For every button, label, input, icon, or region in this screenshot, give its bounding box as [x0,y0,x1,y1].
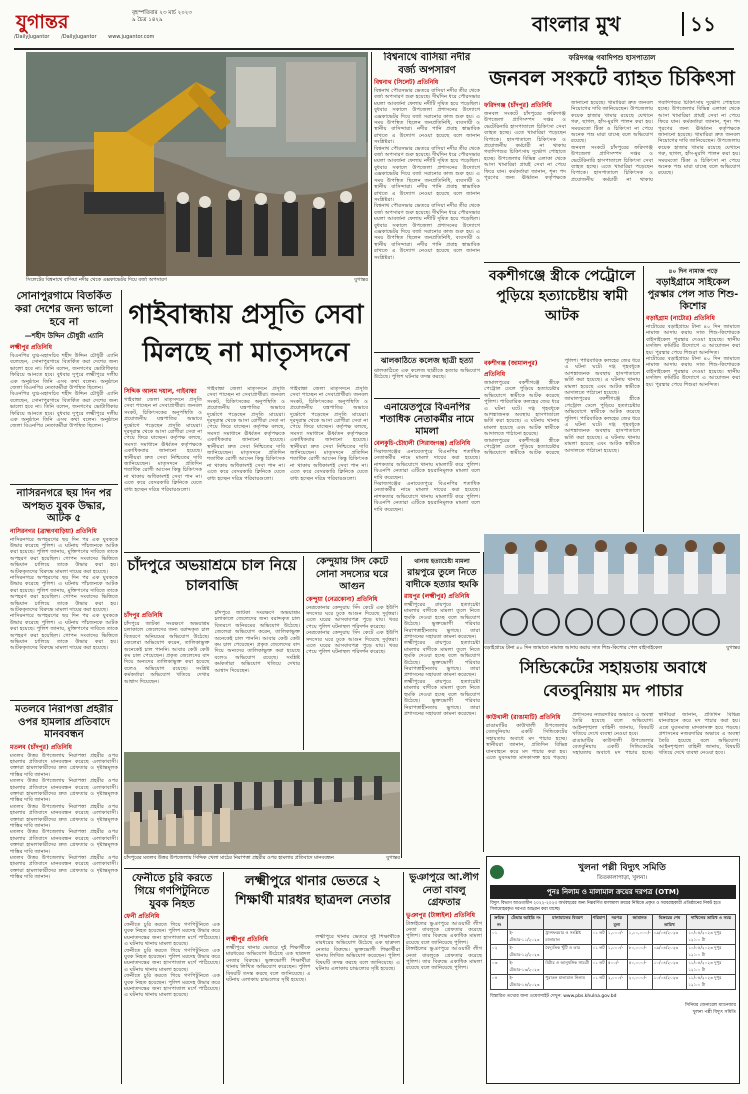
table-header: ক্রমিক নং [491,915,508,930]
human-chain-photo [124,752,400,854]
story-matlab [10,704,118,1084]
table-cell: ই-টেন্ডার-১২/২০২৩ [508,945,544,960]
body-continued: লক্ষ্মীপুরে থানার ভেতরে দুই শিক্ষার্থীকে মারধরের অভিযোগ উঠেছে এক ছাত্রদল নেতার বিরুদ্ধে। ভুক্তভোগী শিক্ষার্থীরা থানায় লিখিত অভিযোগ করেছেন। পুলিশ বিষয়টি তদন্ত করছে বলে জানিয়েছে। এ ঘটনায় এলাকায় চাঞ্চল্যের সৃষ্টি হয়েছে। [315,934,400,973]
headline: নাসিরনগরে ছয় দিন পর অপহৃত যুবক উদ্ধার, আটক ৫ [16,488,112,524]
body: লক্ষ্মীপুরে থানার ভেতরে দুই শিক্ষার্থীকে মারধরের অভিযোগ উঠেছে এক ছাত্রদল নেতার বিরুদ্ধে। ভুক্তভোগী শিক্ষার্থীরা থানায় লিখিত অভিযোগ করেছেন। পুলিশ বিষয়টি তদন্ত করছে বলে জানিয়েছে। এ ঘটনায় এলাকায় চাঞ্চল্যের সৃষ্টি হয়েছে। [226,945,311,984]
divider [10,700,118,701]
column-rule [483,552,484,852]
body-continued: টাঙ্গাইলের ভুঞাপুরে আওয়ামী লীগ নেতা বাবলুকে গ্রেফতার করেছে পুলিশ। তার বিরুদ্ধে একাধিক মামলা রয়েছে বলে জানিয়েছে পুলিশ। [406,946,482,972]
table-cell: ই-টেন্ডার-১৩/২০২৩ [508,960,544,975]
divider [374,352,480,353]
column-rule [121,290,122,1084]
story-chandpur-body [124,610,300,750]
website-link[interactable]: www.jugantor.com [108,34,155,40]
body-continued: নাটোরের বড়াইগ্রামে টানা ৪০ দিন জামাতে নামাজ আদায় করায় সাত শিশু-কিশোরকে বাইসাইকেল পুরস্কার দেওয়া হয়েছে। স্থানীয় মসজিদ কমিটির উদ্যোগে এ আয়োজন করা হয়। পুরস্কার পেয়ে শিশুরা আনন্দিত। [646,356,740,388]
body: ফেনীতে চুরি করতে গিয়ে গণপিটুনিতে এক যুবক নিহত হয়েছেন। পুলিশ মরদেহ উদ্ধার করে ময়নাতদন্তের জন্য হাসপাতাল মর্গে পাঠিয়েছে। এ ঘটনায় থানায় মামলা হয়েছে। [124,922,220,948]
table-cell: ০৯/০৪/২০২৩ [652,945,687,960]
headline: কেন্দুয়ায় সিঁদ কেটে সোনা সদস্যের ঘরে আগুন [315,556,389,592]
byline: লক্ষ্মীপুর প্রতিনিধি [10,344,52,351]
ad-address: তিতকালাপাড়া, খুলনা। [597,875,647,881]
byline: রায়পুর (লক্ষ্মীপুর) প্রতিনিধি [404,593,470,600]
body-continued: নেত্রকোনার কেন্দুয়ায় সিঁদ কেটে এক ইউপি সদস্যের ঘরে ঢুকে আগুন দিয়েছে দুর্বৃত্তরা। এতে ঘরের আসবাবপত্র পুড়ে যায়। খবর পেয়ে পুলিশ ঘটনাস্থল পরিদর্শন করেছে। [306,630,398,656]
body-continued-2: বিশ্বনাথ পৌরসভার ভেতরে বাসিয়া নদীর তীর থেকে বর্জ্য অপসারণ শুরু হয়েছে। দীর্ঘদিন ধরে পৌরসভার ময়লা আবর্জনা ফেলায় নদীটি দূষিত হয়ে পড়েছিল। বুধবার সকালে উপজেলা প্রশাসনের উদ্যোগে এক্সকাভেটর দিয়ে বর্জ্য সরানোর কাজ শুরু হয়। এ সময় উপস্থিত ছিলেন জনপ্রতিনিধি, ব্যবসায়ী ও স্থানীয় বাসিন্দারা। নদীর পানি প্রবাহ স্বাভাবিক রাখতে এ উদ্যোগ নেওয়া হয়েছে বলে জানান সংশ্লিষ্টরা। [374,203,480,261]
byline: মতলব (চাঁদপুর) প্রতিনিধি [10,743,72,751]
story-raipur [404,556,480,858]
byline: চাঁদপুর প্রতিনিধি [124,612,163,619]
table-cell: ১১/০৪/২০২৩ দুপুর ১২:০০ টা [687,975,736,990]
social-links [14,34,154,40]
section-title: বাংলার মুখ [532,12,621,36]
tender-advertisement [486,856,740,1084]
divider [374,398,480,399]
divider [484,262,740,263]
body: বিশ্বনাথ পৌরসভার ভেতরে বাসিয়া নদীর তীর থেকে বর্জ্য অপসারণ শুরু হয়েছে। দীর্ঘদিন ধরে পৌরসভার ময়লা আবর্জনা ফেলায় নদীটি দূষিত হয়ে পড়েছিল। বুধবার সকালে উপজেলা প্রশাসনের উদ্যোগে এক্সকাভেটর দিয়ে বর্জ্য সরানোর কাজ শুরু হয়। এ সময় উপস্থিত ছিলেন জনপ্রতিনিধি, ব্যবসায়ী ও স্থানীয় বাসিন্দারা। নদীর পানি প্রবাহ স্বাভাবিক রাখতে এ উদ্যোগ নেওয়া হয়েছে বলে জানান সংশ্লিষ্টরা। [374,88,480,146]
excavator-photo [26,52,368,276]
column-rule [643,266,644,532]
page-number: ১১ [690,12,716,36]
story-jonobol [484,52,740,98]
table-cell: ১০/০৪/২০২৩ [652,975,687,990]
column-rule [403,872,404,1084]
ad-title: পুনঃ নিলাম ও মালামাল ক্রয়ের দরপত্র (OTM) [490,885,736,899]
kicker: ফরিদগঞ্জ গবাদিপশু হাসপাতাল [568,54,656,62]
body-continued: নাসিরনগরে অপহরণের ছয় দিন পর এক যুবককে উদ্ধার করেছে পুলিশ। এ ঘটনায় পাঁচজনকে আটক করা হয়েছে। পুলিশ জানায়, মুক্তিপণের দাবিতে তাকে অপহরণ করা হয়েছিল। গোপন সংবাদের ভিত্তিতে অভিযান চালিয়ে তাকে উদ্ধার করা হয়। আটককৃতদের বিরুদ্ধে মামলা দায়ের করা হয়েছে। [10,574,118,613]
headline: সিন্ডিকেটের সহায়তায় অবাধে বেতবুনিয়ায় মদ পাচার [519,658,707,700]
headline: রায়পুরে তুলে নিতে বাদীকে হত্যার হুমকি [405,568,479,590]
headline: ভুঞাপুরে আ.লীগ নেতা বাবলু গ্রেফতার [409,872,479,908]
byline: বড়াইগ্রাম (নাটোর) প্রতিনিধি [646,315,715,322]
body: নাসিরনগরে অপহরণের ছয় দিন পর এক যুবককে উদ্ধার করেছে পুলিশ। এ ঘটনায় পাঁচজনকে আটক করা হয়েছে। পুলিশ জানায়, মুক্তিপণের দাবিতে তাকে অপহরণ করা হয়েছিল। গোপন সংবাদের ভিত্তিতে অভিযান চালিয়ে তাকে উদ্ধার করা হয়। আটককৃতদের বিরুদ্ধে মামলা দায়ের করা হয়েছে। [10,536,118,575]
byline: নাসিরনগর (ব্রাহ্মণবাড়িয়া) প্রতিনিধি [10,527,97,535]
headline: বড়াইগ্রামে সাইকেল পুরস্কার পেল সাত শিশু-কিশোর [647,277,739,312]
divider [124,552,480,553]
body: জামালপুরের বকশীগঞ্জে স্ত্রীকে পেট্রোল ঢেলে পুড়িয়ে হত্যাচেষ্টার অভিযোগে স্বামীকে আটক করেছে পুলিশ। পারিবারিক কলহের জের ধরে এ ঘটনা ঘটে। দগ্ধ গৃহবধূকে আশঙ্কাজনক অবস্থায় হাসপাতালে ভর্তি করা হয়েছে। এ ঘটনায় থানায় মামলা হয়েছে এবং আটক স্বামীকে আদালতে পাঠানো হয়েছে। [484,380,560,438]
table-cell: ১০/০৪/২০২৩ দুপুর ১২:০০ টা [687,945,736,960]
table-cell: ০২ [491,945,508,960]
byline: ভুঞাপুর (টাঙ্গাইল) প্রতিনিধি [406,911,475,919]
table-row [491,930,736,945]
story-laxmipur-body [226,934,400,1084]
date-line: বৃহস্পতিবার ২৩ মার্চ ২০২৩ ৯ চৈত্র ১৪২৯ [132,10,192,23]
body: সিরাজগঞ্জের এনায়েতপুরে বিএনপির শতাধিক নেতাকর্মীর নামে মামলা দায়ের করা হয়েছে। নাশকতার অভিযোগে থানায় মামলাটি করে পুলিশ। বিএনপি নেতারা এটিকে হয়রানিমূলক মামলা বলে দাবি করেছেন। [374,449,480,481]
table-header: টেন্ডার আইডি নং [508,915,544,930]
body: মতলব উত্তর উপজেলায় নিরাপত্তা প্রহরীর ওপর হামলার প্রতিবাদে মানববন্ধন করেছে এলাকাবাসী। বক্তারা হামলাকারীদের দ্রুত গ্রেফতার ও দৃষ্টান্তমূলক শাস্তির দাবি জানান। [10,752,118,778]
body-continued-2: নাসিরনগরে অপহরণের ছয় দিন পর এক যুবককে উদ্ধার করেছে পুলিশ। এ ঘটনায় পাঁচজনকে আটক করা হয়েছে। পুলিশ জানায়, মুক্তিপণের দাবিতে তাকে অপহরণ করা হয়েছিল। গোপন সংবাদের ভিত্তিতে অভিযান চালিয়ে তাকে উদ্ধার করা হয়। আটককৃতদের বিরুদ্ধে মামলা দায়ের করা হয়েছে। [10,613,118,652]
table-cell: ২০,০০০/- [627,975,652,990]
story-bakshiganj [484,266,640,356]
table-header: জামানত [627,915,652,930]
newspaper-logo: যুগান্তর [16,11,69,33]
story-chandpur [124,556,300,608]
body: নাটোরের বড়াইগ্রামে টানা ৪০ দিন জামাতে নামাজ আদায় করায় সাত শিশু-কিশোরকে বাইসাইকেল পুরস্কার দেওয়া হয়েছে। স্থানীয় মসজিদ কমিটির উদ্যোগে এ আয়োজন করা হয়। পুরস্কার পেয়ে শিশুরা আনন্দিত। [646,324,740,356]
byline: কাউখালী (রাঙামাটি) প্রতিনিধি [486,714,561,721]
ad-signer-org: খুলনা পল্লী বিদ্যুৎ সমিতি [692,1010,736,1015]
ad-logo-icon [490,865,504,879]
body: রাঙামাটির কাউখালী উপজেলার বেতবুনিয়ায় একটি সিন্ডিকেটের সহায়তায় অবাধে মদ পাচার হচ্ছে। স্থানীয়রা জানান, প্রতিদিন বিভিন্ন যানবাহনে করে মদ পাচার করা হয়। এতে যুবসমাজ মাদকাসক্ত হয়ে পড়ছে। প্রশাসনের নজরদারির অভাবে এ অবস্থা তৈরি হয়েছে বলে অভিযোগ। আইনশৃঙ্খলা বাহিনী জানায়, বিষয়টি খতিয়ে দেখে ব্যবস্থা নেওয়া হবে। [486,712,654,762]
body-continued-2: ফেনীতে চুরি করতে গিয়ে গণপিটুনিতে এক যুবক নিহত হয়েছেন। পুলিশ মরদেহ উদ্ধার করে ময়নাতদন্তের জন্য হাসপাতাল মর্গে পাঠিয়েছে। এ ঘটনায় থানায় মামলা হয়েছে। [124,973,220,999]
byline: কেন্দুয়া (নেত্রকোনা) প্রতিনিধি [306,595,378,603]
table-row [491,945,736,960]
kicker: ৪০ দিন নামাজ পড়ে [668,268,718,275]
table-cell: ০১ [491,930,508,945]
body-continued: মতলব উত্তর উপজেলায় নিরাপত্তা প্রহরীর ওপর হামলার প্রতিবাদে মানববন্ধন করেছে এলাকাবাসী। বক্তারা হামলাকারীদের দ্রুত গ্রেফতার ও দৃষ্টান্তমূলক শাস্তির দাবি জানান। [10,778,118,804]
table-header: দাখিলের তারিখ ও সময় [687,915,736,930]
table-cell: ই-টেন্ডার-১১/২০২৩ [508,930,544,945]
table-cell: ১,০০,০০০/- [627,930,652,945]
masthead [14,6,734,48]
body-continued-2: লক্ষ্মীপুরের রায়পুরে হত্যাচেষ্টা মামলার বাদীকে মামলা তুলে নিতে হুমকি দেওয়া হচ্ছে বলে অভিযোগ উঠেছে। ভুক্তভোগী পরিবার নিরাপত্তাহীনতায় ভুগছে। তারা প্রশাসনের সহায়তা কামনা করেছেন। [404,678,480,717]
byline: সিদ্দিক আলম দয়াল, গাইবান্ধা [124,388,197,395]
body-continued: চাঁদপুরে জাটকা সংরক্ষণে অভয়াশ্রম চলাকালে জেলেদের জন্য বরাদ্দকৃত চাল বিতরণে অনিয়মের অভিযোগ উঠেছে। জেলেরা অভিযোগ করেন, তালিকাভুক্ত অনেকেই চাল পাননি। আবার কেউ কেউ কম চাল পেয়েছেন। প্রকৃত জেলেদের বাদ দিয়ে অন্যদের তালিকাভুক্ত করা হয়েছে বলেও অভিযোগ রয়েছে। সংশ্লিষ্ট কর্মকর্তারা অভিযোগ খতিয়ে দেখার আশ্বাস দিয়েছেন। [214,610,300,674]
body: ঝালকাঠিতে এক কলেজ ছাত্রীকে হত্যার অভিযোগ উঠেছে। পুলিশ ঘটনার তদন্ত করছে। [374,368,480,381]
table-row [491,960,736,975]
body: নেত্রকোনার কেন্দুয়ায় সিঁদ কেটে এক ইউপি সদস্যের ঘরে ঢুকে আগুন দিয়েছে দুর্বৃত্তরা। এতে ঘরের আসবাবপত্র পুড়ে যায়। খবর পেয়ে পুলিশ ঘটনাস্থল পরিদর্শন করেছে। [306,604,398,630]
divider [10,484,118,485]
body: গাইবান্ধা জেলা মাতৃসদনে প্রসূতি সেবা পাচ্ছেন না সেবাপ্রার্থীরা। জনবল সংকট, চিকিৎসকের অনুপস্থিতি ও প্রয়োজনীয় যন্ত্রপাতির অভাবে দুর্ভোগে পড়েছেন প্রসূতি মায়েরা। দূরদূরান্ত থেকে আসা রোগীরা সেবা না পেয়ে ফিরে যাচ্ছেন। কর্তৃপক্ষ বলছে, সমস্যা সমাধানে ঊর্ধ্বতন কর্তৃপক্ষকে একাধিকবার জানানো হয়েছে। স্থানীয়রা দ্রুত সেবা নিশ্চিতের দাবি জানিয়েছেন। মাতৃসদনে প্রতিদিন শতাধিক রোগী আসেন কিন্তু চিকিৎসক না থাকায় অধিকাংশই সেবা পান না। এতে করে বেসরকারি ক্লিনিকে যেতে বাধ্য হচ্ছেন দরিদ্র পরিবারগুলো। [124,397,202,493]
body-continued: ফেনীতে চুরি করতে গিয়ে গণপিটুনিতে এক যুবক নিহত হয়েছেন। পুলিশ মরদেহ উদ্ধার করে ময়নাতদন্তের জন্য হাসপাতাল মর্গে পাঠিয়েছে। এ ঘটনায় থানায় মামলা হয়েছে। [124,947,220,973]
story-laxmipur [226,872,400,932]
ad-footer: বিস্তারিত তথ্যের জন্য ওয়েবসাইট দেখুন: www.pbs.khulna.gov.bd [490,994,617,999]
table-cell: ০১ লট [591,930,606,945]
story-nasirnagar [10,488,118,698]
body: বিএনপির যুগ্ম-মহাসচিব শহীদ উদ্দিন চৌধুরী এ্যানি বলেছেন, সোনাপুরগামে বিতর্কিত করা দেশের জন্য ভালো হবে না। তিনি বলেন, জনগণের ভোটাধিকার ফিরিয়ে আনতে হবে। বুধবার দুপুরে লক্ষ্মীপুরে দলীয় এক অনুষ্ঠানে তিনি এসব কথা বলেন। অনুষ্ঠানে জেলা বিএনপির নেতাকর্মীরা উপস্থিত ছিলেন। [10,353,118,392]
body-continued-2: জামালপুরের বকশীগঞ্জে স্ত্রীকে পেট্রোল ঢেলে পুড়িয়ে হত্যাচেষ্টার অভিযোগে স্বামীকে আটক করেছে পুলিশ। পারিবারিক কলহের জের ধরে এ ঘটনা ঘটে। দগ্ধ গৃহবধূকে আশঙ্কাজনক অবস্থায় হাসপাতালে ভর্তি করা হয়েছে। এ ঘটনায় থানায় মামলা হয়েছে এবং আটক স্বামীকে আদালতে পাঠানো হয়েছে। [564,396,640,454]
facebook-link[interactable]: /DailyJugantor [14,34,50,40]
story-kendua [306,556,398,750]
twitter-link[interactable]: /DailyJugantor [61,34,97,40]
table-cell: ১০/০৪/২০২৩ দুপুর ১২:০০ টা [687,930,736,945]
body-continued: জনবল সংকটে চাঁদপুরের ফরিদগঞ্জ উপজেলা প্রাণিসম্পদ দপ্তর ও ভেটেরিনারি হাসপাতালে চিকিৎসা সেবা ব্যাহত হচ্ছে। এতে খামারিরা পড়েছেন বিপাকে। হাসপাতালে চিকিৎসক ও প্রয়োজনীয় কর্মচারী না থাকায় গবাদিপশুর চিকিৎসায় দুর্ভোগ পোহাতে হচ্ছে। উপজেলার বিভিন্ন এলাকা থেকে আসা খামারিরা প্রায়ই সেবা না পেয়ে ফিরে যান। কর্মকর্তারা জানান, শূন্য পদ পূরণের জন্য ঊর্ধ্বতন কর্তৃপক্ষকে জানানো হয়েছে। খামারিরা দ্রুত জনবল নিয়োগের দাবি জানিয়েছেন। উপজেলায় কয়েক হাজার খামার রয়েছে যেখানে গরু, ছাগল, হাঁস-মুরগি পালন করা হয়। সময়মতো টিকা ও চিকিৎসা না পেয়ে অনেক পশু মারা যাচ্ছে বলে অভিযোগ রয়েছে। [571,100,740,183]
headline: সোনাপুরগামে বিতর্কিত করা দেশের জন্য ভালো হবে না [15,290,113,328]
headline: চাঁদপুরে অভয়াশ্রমে চাল নিয়ে চালবাজি [127,558,297,594]
story-syndicate-body [486,712,740,852]
byline: ফেনী প্রতিনিধি [124,913,160,920]
body-continued: সিরাজগঞ্জের এনায়েতপুরে বিএনপির শতাধিক নেতাকর্মীর নামে মামলা দায়ের করা হয়েছে। নাশকতার অভিযোগে থানায় মামলাটি করে পুলিশ। বিএনপি নেতারা এটিকে হয়রানিমূলক মামলা বলে দাবি করেছেন। [374,481,480,513]
table-cell: ০৪ [491,975,508,990]
column-rule [401,556,402,858]
table-cell: ০৩ [491,960,508,975]
table-cell: ১০/০৪/২০২৩ [652,960,687,975]
headline: জনবল সংকটে ব্যাহত চিকিৎসা [489,66,735,90]
table-row [491,975,736,990]
kicker: থানায় হত্যাচেষ্টা মামলা [414,558,470,565]
ad-org: খুলনা পল্লী বিদ্যুৎ সমিতি [578,863,666,873]
table-cell: পুরাতন মালামাল নিলাম [544,975,591,990]
body: চাঁদপুরে জাটকা সংরক্ষণে অভয়াশ্রম চলাকালে জেলেদের জন্য বরাদ্দকৃত চাল বিতরণে অনিয়মের অভিযোগ উঠেছে। জেলেরা অভিযোগ করেন, তালিকাভুক্ত অনেকেই চাল পাননি। আবার কেউ কেউ কম চাল পেয়েছেন। প্রকৃত জেলেদের বাদ দিয়ে অন্যদের তালিকাভুক্ত করা হয়েছে বলেও অভিযোগ রয়েছে। সংশ্লিষ্ট কর্মকর্তারা অভিযোগ খতিয়ে দেখার আশ্বাস দিয়েছেন। [124,621,210,685]
header-rule [14,48,734,50]
quote-author: —শহীদ উদ্দিন চৌধুরী এ্যানি [24,332,104,340]
human-chain-caption: চাঁদপুরের মতলব উত্তর উপজেলায় সিদ্দিক খেলা মাঠের নিরাপত্তা প্রহরীর ওপর হামলার প্রতিবাদে মানববন্ধন যুগান্তর [124,855,400,861]
table-cell: ৮০,০০০/- [627,945,652,960]
table-cell: ২,০০০/- [606,975,627,990]
story-feni [124,872,220,1084]
byline: বকশীগঞ্জ (জামালপুর) প্রতিনিধি [484,360,538,378]
story-bhuapur [406,872,482,1084]
story-bakshiganj-body [484,358,640,532]
table-cell: ৫০০/- [606,960,627,975]
body-continued: গাইবান্ধা জেলা মাতৃসদনে প্রসূতি সেবা পাচ্ছেন না সেবাপ্রার্থীরা। জনবল সংকট, চিকিৎসকের অনুপস্থিতি ও প্রয়োজনীয় যন্ত্রপাতির অভাবে দুর্ভোগে পড়েছেন প্রসূতি মায়েরা। দূরদূরান্ত থেকে আসা রোগীরা সেবা না পেয়ে ফিরে যাচ্ছেন। কর্তৃপক্ষ বলছে, সমস্যা সমাধানে ঊর্ধ্বতন কর্তৃপক্ষকে একাধিকবার জানানো হয়েছে। স্থানীয়রা দ্রুত সেবা নিশ্চিতের দাবি জানিয়েছেন। মাতৃসদনে প্রতিদিন শতাধিক রোগী আসেন কিন্তু চিকিৎসক না থাকায় অধিকাংশই সেবা পান না। এতে করে বেসরকারি ক্লিনিকে যেতে বাধ্য হচ্ছেন দরিদ্র পরিবারগুলো। [207,386,285,482]
body-continued: রাঙামাটির কাউখালী উপজেলার বেতবুনিয়ায় একটি সিন্ডিকেটের সহায়তায় অবাধে মদ পাচার হচ্ছে। স্থানীয়রা জানান, প্রতিদিন বিভিন্ন যানবাহনে করে মদ পাচার করা হয়। এতে যুবসমাজ মাদকাসক্ত হয়ে পড়ছে। প্রশাসনের নজরদারির অভাবে এ অবস্থা তৈরি হয়েছে বলে অভিযোগ। আইনশৃঙ্খলা বাহিনী জানায়, বিষয়টি খতিয়ে দেখে ব্যবস্থা নেওয়া হবে। [572,712,740,757]
story-baraigram [646,266,740,532]
headline: ঝালকাঠিতে কলেজ ছাত্রী হত্যা [380,356,474,365]
story-jhalokathi [374,356,480,396]
table-header: বিক্রয়ের শেষ তারিখ [652,915,687,930]
lead-body [124,386,368,546]
body-continued: লক্ষ্মীপুরের রায়পুরে হত্যাচেষ্টা মামলার বাদীকে মামলা তুলে নিতে হুমকি দেওয়া হচ্ছে বলে অভিযোগ উঠেছে। ভুক্তভোগী পরিবার নিরাপত্তাহীনতায় ভুগছে। তারা প্রশাসনের সহায়তা কামনা করেছেন। [404,640,480,679]
table-cell: ১১/০৪/২০২৩ দুপুর ১২:০০ টা [687,960,736,975]
column-rule [303,556,304,750]
headline: বকশীগঞ্জে স্ত্রীকে পেট্রোলে পুড়িয়ে হত্যাচেষ্টায় স্বামী আটক [488,268,636,324]
story-jonobol-body [484,100,740,260]
column-rule [223,872,224,1084]
headline: বিশ্বনাথে বাসিয়া নদীর বর্জ্য অপসারণ [383,52,471,76]
table-cell: ১,০০০/- [606,930,627,945]
body-continued: বিশ্বনাথ পৌরসভার ভেতরে বাসিয়া নদীর তীর থেকে বর্জ্য অপসারণ শুরু হয়েছে। দীর্ঘদিন ধরে পৌরসভার ময়লা আবর্জনা ফেলায় নদীটি দূষিত হয়ে পড়েছিল। বুধবার সকালে উপজেলা প্রশাসনের উদ্যোগে এক্সকাভেটর দিয়ে বর্জ্য সরানোর কাজ শুরু হয়। এ সময় উপস্থিত ছিলেন জনপ্রতিনিধি, ব্যবসায়ী ও স্থানীয় বাসিন্দারা। নদীর পানি প্রবাহ স্বাভাবিক রাখতে এ উদ্যোগ নেওয়া হয়েছে বলে জানান সংশ্লিষ্টরা। [374,145,480,203]
body: লক্ষ্মীপুরের রায়পুরে হত্যাচেষ্টা মামলার বাদীকে মামলা তুলে নিতে হুমকি দেওয়া হচ্ছে বলে অভিযোগ উঠেছে। ভুক্তভোগী পরিবার নিরাপত্তাহীনতায় ভুগছে। তারা প্রশাসনের সহায়তা কামনা করেছেন। [404,602,480,641]
divider [124,868,480,869]
byline: বেলকুচি-চৌহালী (সিরাজগঞ্জ) প্রতিনিধি [374,440,471,447]
excavator-photo-caption: সিলেটের বিশ্বনাথে বাসিয়া নদীর থেকে এক্সকাভেটর দিয়ে বর্জ্য অপসারণ যুগান্তর [26,277,368,283]
body-continued-4: মতলব উত্তর উপজেলায় নিরাপত্তা প্রহরীর ওপর হামলার প্রতিবাদে মানববন্ধন করেছে এলাকাবাসী। বক্তারা হামলাকারীদের দ্রুত গ্রেফতার ও দৃষ্টান্তমূলক শাস্তির দাবি জানান। [10,855,118,881]
table-cell: বৈদ্যুতিক খুঁটি ও তার [544,945,591,960]
lead-headline: গাইবান্ধায় প্রসূতি সেবা মিলছে না মাতৃসদনে [128,300,364,368]
headline: মতলবে নিরাপত্তা প্রহরীর ওপর হামলার প্রতিবাদে মানববন্ধন [15,704,113,740]
table-cell: ০১ লট [591,960,606,975]
table-cell: ০১ লট [591,945,606,960]
table-cell: ১,০০০/- [606,945,627,960]
ad-intro: বিদ্যুৎ বিভাগ আওতাধীন ২০২২-২০২৩ অর্থবছরের জন্য নিম্নবর্ণিত মালামাল ক্রয়ের নিমিত্তে প্রকৃত ও সরবরাহকারী প্রতিষ্ঠানের নিকট হতে সিলমোহরকৃত দরপত্র আহ্বান করা যাচ্ছে। [490,901,721,912]
body-continued-2: মতলব উত্তর উপজেলায় নিরাপত্তা প্রহরীর ওপর হামলার প্রতিবাদে মানববন্ধন করেছে এলাকাবাসী। বক্তারা হামলাকারীদের দ্রুত গ্রেফতার ও দৃষ্টান্তমূলক শাস্তির দাবি জানান। [10,803,118,829]
body-continued: জামালপুরের বকশীগঞ্জে স্ত্রীকে পেট্রোল ঢেলে পুড়িয়ে হত্যাচেষ্টার অভিযোগে স্বামীকে আটক করেছে পুলিশ। পারিবারিক কলহের জের ধরে এ ঘটনা ঘটে। দগ্ধ গৃহবধূকে আশঙ্কাজনক অবস্থায় হাসপাতালে ভর্তি করা হয়েছে। এ ঘটনায় থানায় মামলা হয়েছে এবং আটক স্বামীকে আদালতে পাঠানো হয়েছে। [484,358,640,457]
story-sonargaon [10,290,118,480]
table-cell: ই-টেন্ডার-১৪/২০২৩ [508,975,544,990]
table-header: মালামালের বিবরণ [544,915,591,930]
headline: ফেনীতে চুরি করতে গিয়ে গণপিটুনিতে যুবক নিহত [131,872,213,910]
bicycle-photo-caption: বড়াইগ্রামে টানা ৪০ দিন জামাতে নামাজ আদায় করায় সাত শিশু-কিশোর পেল বাইসাইকেল যুগান্তর [484,645,740,651]
table-cell: ৫০,০০০/- [627,960,652,975]
story-bishwanath [374,52,480,352]
story-syndicate [486,656,740,710]
section-divider [682,12,684,36]
table-cell: ট্রান্সফরমার ও সংশ্লিষ্ট মালামাল [544,930,591,945]
headline: এনায়েতপুরে বিএনপির শতাধিক নেতাকর্মীর নামে মামলা [380,402,474,437]
story-enayetpur [374,402,480,552]
body-continued-2: গাইবান্ধা জেলা মাতৃসদনে প্রসূতি সেবা পাচ্ছেন না সেবাপ্রার্থীরা। জনবল সংকট, চিকিৎসকের অনুপস্থিতি ও প্রয়োজনীয় যন্ত্রপাতির অভাবে দুর্ভোগে পড়েছেন প্রসূতি মায়েরা। দূরদূরান্ত থেকে আসা রোগীরা সেবা না পেয়ে ফিরে যাচ্ছেন। কর্তৃপক্ষ বলছে, সমস্যা সমাধানে ঊর্ধ্বতন কর্তৃপক্ষকে একাধিকবার জানানো হয়েছে। স্থানীয়রা দ্রুত সেবা নিশ্চিতের দাবি জানিয়েছেন। মাতৃসদনে প্রতিদিন শতাধিক রোগী আসেন কিন্তু চিকিৎসক না থাকায় অধিকাংশই সেবা পান না। এতে করে বেসরকারি ক্লিনিকে যেতে বাধ্য হচ্ছেন দরিদ্র পরিবারগুলো। [290,386,368,482]
table-cell: ০১ লট [591,975,606,990]
byline: বিশ্বনাথ (সিলেট) প্রতিনিধি [374,79,439,86]
headline: লক্ষ্মীপুরে থানার ভেতরে ২ শিক্ষার্থী মারধর ছাত্রদল নেতার [235,874,391,908]
column-rule [371,52,372,552]
body-continued: বিএনপির যুগ্ম-মহাসচিব শহীদ উদ্দিন চৌধুরী এ্যানি বলেছেন, সোনাপুরগামে বিতর্কিত করা দেশের জন্য ভালো হবে না। তিনি বলেন, জনগণের ভোটাধিকার ফিরিয়ে আনতে হবে। বুধবার দুপুরে লক্ষ্মীপুরে দলীয় এক অনুষ্ঠানে তিনি এসব কথা বলেন। অনুষ্ঠানে জেলা বিএনপির নেতাকর্মীরা উপস্থিত ছিলেন। [10,391,118,430]
body: টাঙ্গাইলের ভুঞাপুরে আওয়ামী লীগ নেতা বাবলুকে গ্রেফতার করেছে পুলিশ। তার বিরুদ্ধে একাধিক মামলা রয়েছে বলে জানিয়েছে পুলিশ। [406,920,482,946]
ad-signer: সিনিয়র জেনারেল ম্যানেজার [684,1003,736,1008]
table-cell: ০৯/০৪/২০২৩ [652,930,687,945]
table-header: দরপত্র মূল্য [606,915,627,930]
byline: লক্ষ্মীপুর প্রতিনিধি [226,936,268,943]
table-header: পরিমাণ [591,915,606,930]
byline: ফরিদগঞ্জ (চাঁদপুর) প্রতিনিধি [484,102,552,109]
bicycle-award-photo [484,534,740,644]
tender-table [490,914,736,990]
body: জনবল সংকটে চাঁদপুরের ফরিদগঞ্জ উপজেলা প্রাণিসম্পদ দপ্তর ও ভেটেরিনারি হাসপাতালে চিকিৎসা সেবা ব্যাহত হচ্ছে। এতে খামারিরা পড়েছেন বিপাকে। হাসপাতালে চিকিৎসক ও প্রয়োজনীয় কর্মচারী না থাকায় গবাদিপশুর চিকিৎসায় দুর্ভোগ পোহাতে হচ্ছে। উপজেলার বিভিন্ন এলাকা থেকে আসা খামারিরা প্রায়ই সেবা না পেয়ে ফিরে যান। কর্মকর্তারা জানান, শূন্য পদ পূরণের জন্য ঊর্ধ্বতন কর্তৃপক্ষকে জানানো হয়েছে। খামারিরা দ্রুত জনবল নিয়োগের দাবি জানিয়েছেন। উপজেলায় কয়েক হাজার খামার রয়েছে যেখানে গরু, ছাগল, হাঁস-মুরগি পালন করা হয়। সময়মতো টিকা ও চিকিৎসা না পেয়ে অনেক পশু মারা যাচ্ছে বলে অভিযোগ রয়েছে। [484,100,653,182]
body-continued-3: মতলব উত্তর উপজেলায় নিরাপত্তা প্রহরীর ওপর হামলার প্রতিবাদে মানববন্ধন করেছে এলাকাবাসী। বক্তারা হামলাকারীদের দ্রুত গ্রেফতার ও দৃষ্টান্তমূলক শাস্তির দাবি জানান। [10,829,118,855]
table-cell: মিটার ও আনুষঙ্গিক সামগ্রী [544,960,591,975]
